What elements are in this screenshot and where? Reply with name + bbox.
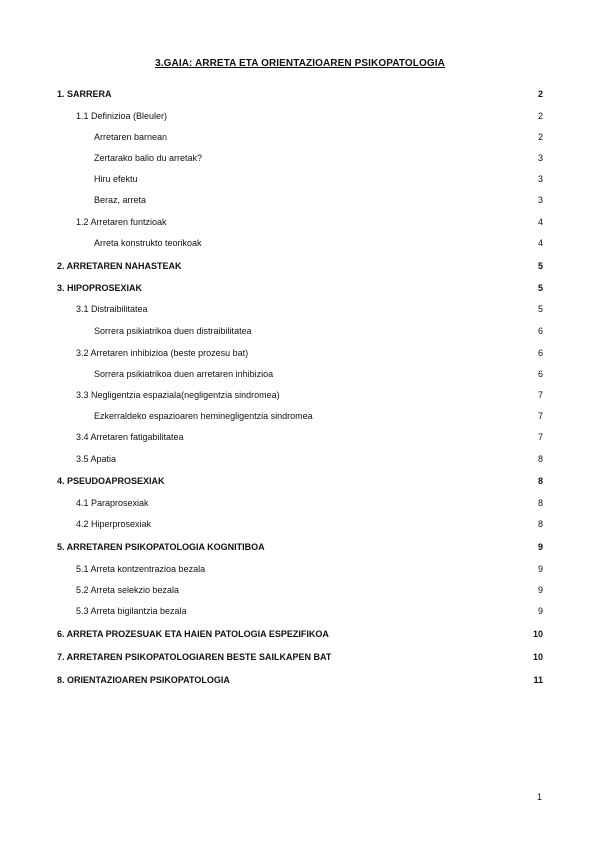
toc-entry-label: 1.1 Definizioa (Bleuler) <box>76 111 168 121</box>
toc-entry[interactable] <box>0 281 600 295</box>
toc-entry-label: 6. ARRETA PROZESUAK ETA HAIEN PATOLOGIA ESPEZIFIKOA <box>57 629 329 639</box>
toc-entry-page: 3 <box>537 174 543 184</box>
toc-entry-page: 10 <box>532 629 543 639</box>
toc-entry-label: 4. PSEUDOAPROSEXIAK <box>57 476 165 486</box>
toc-entry-page: 7 <box>537 411 543 421</box>
toc-entry[interactable] <box>0 109 600 123</box>
toc-entry-page: 2 <box>537 89 543 99</box>
toc-entry-page: 7 <box>537 432 543 442</box>
toc-entry[interactable] <box>0 496 600 510</box>
toc-entry[interactable] <box>0 627 600 641</box>
toc-entry-page: 8 <box>537 519 543 529</box>
toc-entry-label: Arreta konstrukto teorikoak <box>94 238 202 248</box>
toc-entry[interactable] <box>0 430 600 444</box>
toc-entry[interactable] <box>0 130 600 144</box>
toc-entry[interactable] <box>0 474 600 488</box>
toc-entry-page: 4 <box>537 238 543 248</box>
toc-entry-label: 5.3 Arreta bigilantzia bezala <box>76 606 187 616</box>
toc-entry-page: 8 <box>537 476 543 486</box>
toc-entry-label: Hiru efektu <box>94 174 138 184</box>
toc-entry-page: 9 <box>537 606 543 616</box>
toc-entry[interactable] <box>0 673 600 687</box>
toc-entry[interactable] <box>0 409 600 423</box>
toc-entry-label: Beraz, arreta <box>94 195 147 205</box>
toc-entry[interactable] <box>0 367 600 381</box>
toc-entry[interactable] <box>0 540 600 554</box>
toc-entry-label: 4.1 Paraprosexiak <box>76 498 149 508</box>
toc-entry-label: 2. ARRETAREN NAHASTEAK <box>57 261 182 271</box>
toc-entry-label: 7. ARRETAREN PSIKOPATOLOGIAREN BESTE SAILKAPEN BAT <box>57 652 332 662</box>
toc-entry-label: 3.1 Distraibilitatea <box>76 304 148 314</box>
toc-entry[interactable] <box>0 583 600 597</box>
toc-entry-page: 5 <box>537 261 543 271</box>
toc-entry[interactable] <box>0 346 600 360</box>
toc-entry-label: 3. HIPOPROSEXIAK <box>57 283 143 293</box>
toc-entry[interactable] <box>0 388 600 402</box>
toc-entry[interactable] <box>0 236 600 250</box>
toc-entry[interactable] <box>0 452 600 466</box>
toc-entry-label: 5.2 Arreta selekzio bezala <box>76 585 180 595</box>
toc-entry-page: 5 <box>537 304 543 314</box>
toc-entry-page: 7 <box>537 390 543 400</box>
toc-entry-page: 3 <box>537 195 543 205</box>
toc-entry[interactable] <box>0 215 600 229</box>
toc-entry[interactable] <box>0 302 600 316</box>
toc-entry[interactable] <box>0 562 600 576</box>
toc-entry-page: 6 <box>537 348 543 358</box>
toc-entry-page: 8 <box>537 454 543 464</box>
toc-entry-label: 5.1 Arreta kontzentrazioa bezala <box>76 564 206 574</box>
page-number: 1 <box>536 792 542 802</box>
toc-entry-page: 2 <box>537 132 543 142</box>
toc-entry-label: Sorrera psikiatrikoa duen arretaren inhibizioa <box>94 369 274 379</box>
toc-entry-label: Zertarako balio du arretak? <box>94 153 203 163</box>
toc-entry-page: 2 <box>537 111 543 121</box>
document-title: 3.GAIA: ARRETA ETA ORIENTAZIOAREN PSIKOPATOLOGIA <box>155 58 445 69</box>
toc-entry-label: 3.2 Arretaren inhibizioa (beste prozesu bat) <box>76 348 249 358</box>
toc-entry-label: Sorrera psikiatrikoa duen distraibilitatea <box>94 326 252 336</box>
toc-entry-page: 9 <box>537 564 543 574</box>
toc-entry-page: 9 <box>537 585 543 595</box>
toc-entry[interactable] <box>0 517 600 531</box>
toc-entry-page: 9 <box>537 542 543 552</box>
toc-entry-label: 3.5 Apatia <box>76 454 117 464</box>
toc-entry[interactable] <box>0 87 600 101</box>
toc-entry-label: 3.3 Negligentzia espaziala(negligentzia sindromea) <box>76 390 280 400</box>
toc-entry-page: 11 <box>533 675 543 685</box>
toc-entry-page: 6 <box>537 369 543 379</box>
toc-entry-label: 1.2 Arretaren funtzioak <box>76 217 167 227</box>
toc-entry[interactable] <box>0 324 600 338</box>
toc-entry-page: 10 <box>532 652 543 662</box>
toc-entry-label: 3.4 Arretaren fatigabilitatea <box>76 432 184 442</box>
toc-entry-label: 4.2 Hiperprosexiak <box>76 519 152 529</box>
toc-entry-page: 4 <box>537 217 543 227</box>
toc-entry-page: 5 <box>537 283 543 293</box>
toc-entry[interactable] <box>0 151 600 165</box>
toc-entry-label: Ezkerraldeko espazioaren heminegligentzia sindromea <box>94 411 313 421</box>
toc-entry[interactable] <box>0 604 600 618</box>
toc-entry-label: 8. ORIENTAZIOAREN PSIKOPATOLOGIA <box>57 675 230 685</box>
toc-entry-label: 5. ARRETAREN PSIKOPATOLOGIA KOGNITIBOA <box>57 542 265 552</box>
toc-entry-page: 8 <box>537 498 543 508</box>
toc-entry[interactable] <box>0 193 600 207</box>
toc-entry[interactable] <box>0 172 600 186</box>
toc-entry[interactable] <box>0 259 600 273</box>
toc-entry-label: Arretaren barnean <box>94 132 168 142</box>
toc-entry-page: 6 <box>537 326 543 336</box>
toc-entry[interactable] <box>0 650 600 664</box>
toc-entry-page: 3 <box>537 153 543 163</box>
toc-entry-label: 1. SARRERA <box>57 89 112 99</box>
